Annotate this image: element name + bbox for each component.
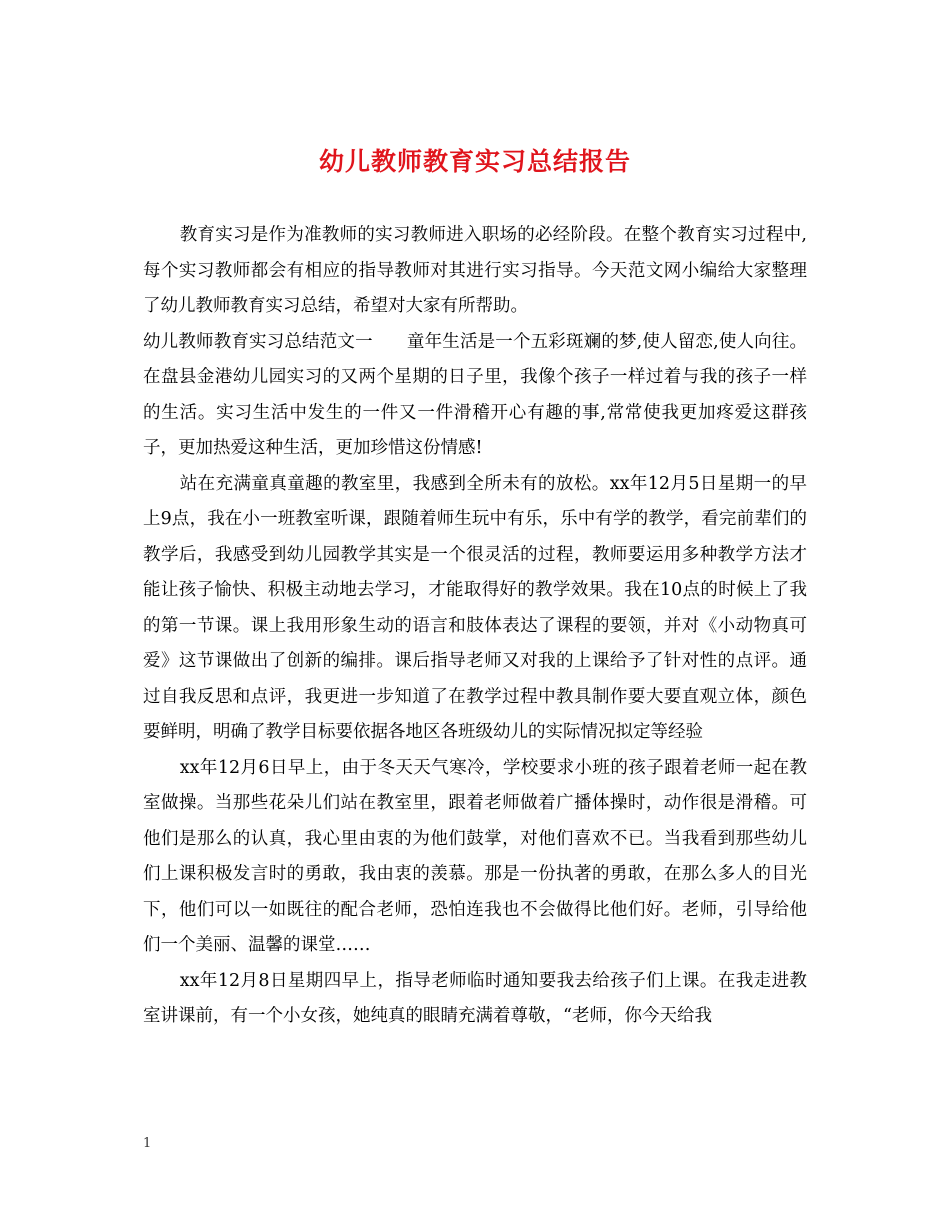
body-paragraph: 站在充满童真童趣的教室里，我感到全所未有的放松。xx年12月5日星期一的早上9点，我在小一班教室听课，跟随着师生玩中有乐，乐中有学的教学，看完前辈们的教学后，我感受到幼儿园教学其实是一个很灵活的过程，教师要运用多种教学方法才能让孩子愉快、积极主动地去学习，才能取得好的教学效果。我在10点的时候上了我的第一节课。课上我用形象生动的语言和肢体表达了课程的要领，并对《小动物真可爱》这节课做出了创新的编排。课后指导老师又对我的上课给予了针对性的点评。通过自我反思和点评，我更进一步知道了在教学过程中教具制作要大要直观立体，颜色要鲜明，明确了教学目标要依据各地区各班级幼儿的实际情况拟定等经验 <box>143 473 807 742</box>
document-title: 幼儿教师教育实习总结报告 <box>318 147 631 176</box>
body-paragraph: xx年12月8日星期四早上，指导老师临时通知要我去给孩子们上课。在我走进教室讲课前，有一个小女孩，她纯真的眼睛充满着尊敬，“老师，你今天给我 <box>143 970 807 1026</box>
document-body <box>143 218 807 1035</box>
intro-paragraph: 教育实习是作为准教师的实习教师进入职场的必经阶段。在整个教育实习过程中,每个实习教师都会有相应的指导教师对其进行实习指导。今天范文网小编给大家整理了幼儿教师教育实习总结，希望对大家有所帮助。 <box>143 225 807 316</box>
section-heading: 幼儿教师教育实习总结范文一 <box>143 331 373 352</box>
body-paragraph: xx年12月6日早上，由于冬天天气寒冷，学校要求小班的孩子跟着老师一起在教室做操。当那些花朵儿们站在教室里，跟着老师做着广播体操时，动作很是滑稽。可他们是那么的认真，我心里由衷的为他们鼓掌，对他们喜欢不已。当我看到那些幼儿们上课积极发言时的勇敢，我由衷的羡慕。那是一份执著的勇敢，在那么多人的目光下，他们可以一如既往的配合老师，恐怕连我也不会做得比他们好。老师，引导给他们一个美丽、温馨的课堂…… <box>143 757 807 955</box>
section-text: 童年生活是一个五彩斑斓的梦,使人留恋,使人向往。在盘县金港幼儿园实习的又两个星期的日子里，我像个孩子一样过着与我的孩子一样的生活。实习生活中发生的一件又一件滑稽开心有趣的事,常常使我更加疼爱这群孩子，更加热爱这种生活，更加珍惜这份情感! <box>143 331 808 458</box>
section-paragraph <box>143 325 807 467</box>
page-number: 1 <box>143 1136 152 1151</box>
